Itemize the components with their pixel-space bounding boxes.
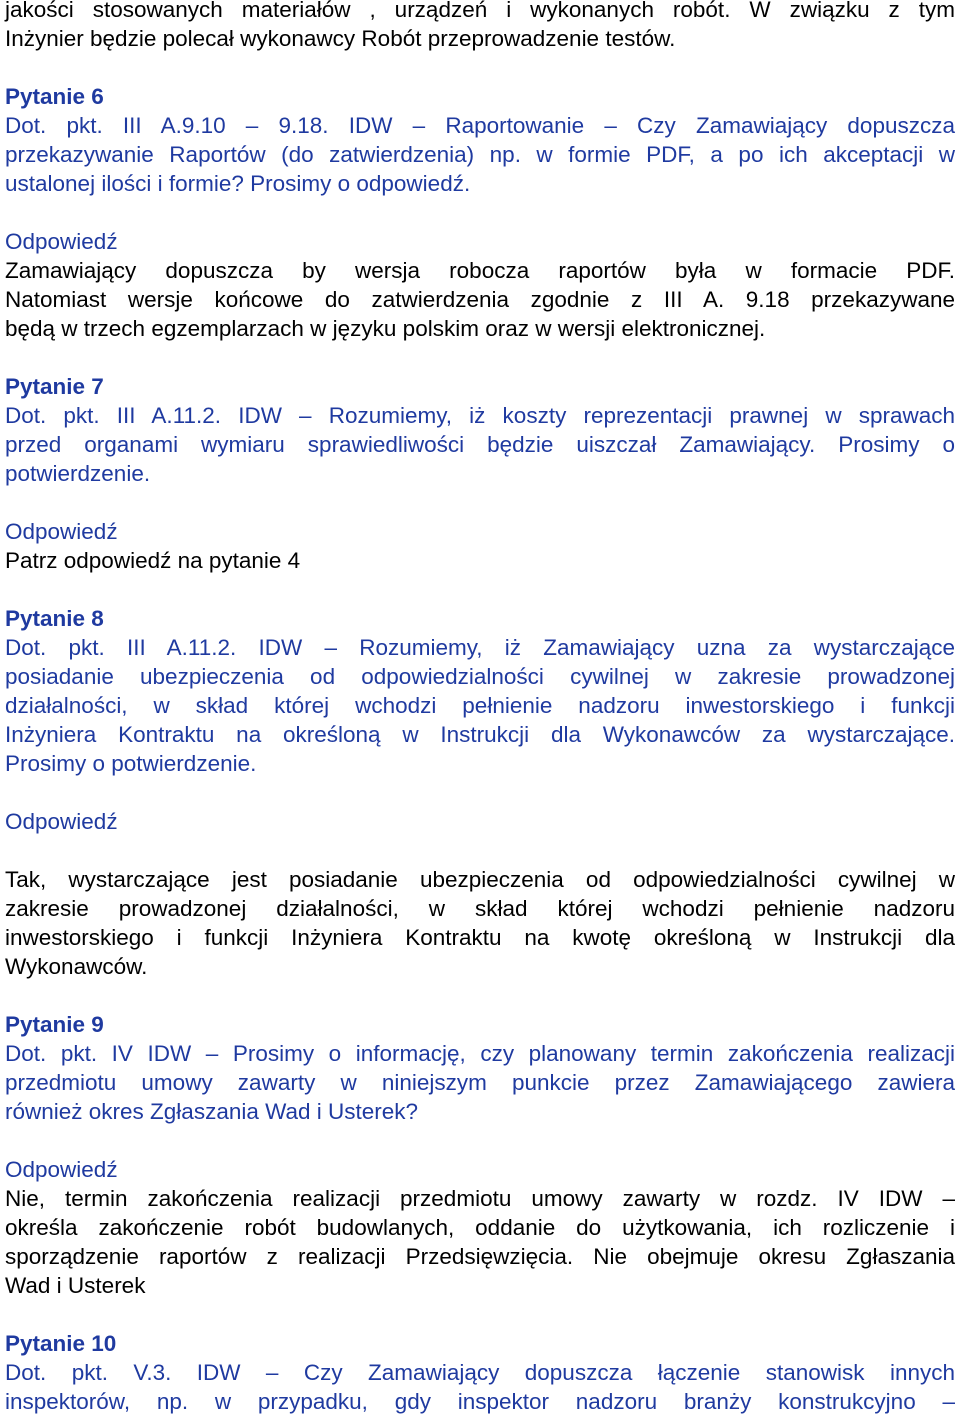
question-heading-7: Pytanie 7 [5, 374, 104, 399]
answer-line: Natomiast wersje końcowe do zatwierdzenia zgodnie z III A. 9.18 przekazywane [5, 287, 955, 312]
question-line: Prosimy o potwierdzenie. [5, 751, 257, 776]
answer-line: Nie, termin zakończenia realizacji przedmiotu umowy zawarty w rozdz. IV IDW – [5, 1186, 955, 1211]
answer-heading: Odpowiedź [5, 229, 118, 254]
answer-line: będą w trzech egzemplarzach w języku polskim oraz w wersji elektronicznej. [5, 316, 766, 341]
question-line: również okres Zgłaszania Wad i Usterek? [5, 1099, 419, 1124]
paragraph-line: Inżynier będzie polecał wykonawcy Robót przeprowadzenie testów. [5, 26, 676, 51]
question-line: inspektorów, np. w przypadku, gdy inspektor nadzoru branży konstrukcyjno – [5, 1389, 955, 1414]
answer-line: zakresie prowadzonej działalności, w skład której wchodzi pełnienie nadzoru [5, 896, 955, 921]
paragraph-line: jakości stosowanych materiałów , urządzeń i wykonanych robót. W związku z tym [5, 0, 955, 22]
answer-heading: Odpowiedź [5, 809, 118, 834]
answer-line: Wykonawców. [5, 954, 148, 979]
question-line: potwierdzenie. [5, 461, 151, 486]
question-heading-8: Pytanie 8 [5, 606, 104, 631]
answer-line: określa zakończenie robót budowlanych, oddanie do użytkowania, ich rozliczenie i [5, 1215, 955, 1240]
question-line: posiadanie ubezpieczenia od odpowiedzialności cywilnej w zakresie prowadzonej [5, 664, 955, 689]
answer-line: sporządzenie raportów z realizacji Przedsięwzięcia. Nie obejmuje okresu Zgłaszania [5, 1244, 955, 1269]
question-line: ustalonej ilości i formie? Prosimy o odpowiedź. [5, 171, 471, 196]
question-line: Dot. pkt. IV IDW – Prosimy o informację, czy planowany termin zakończenia realizacji [5, 1041, 955, 1066]
question-line: Dot. pkt. III A.9.10 – 9.18. IDW – Raportowanie – Czy Zamawiający dopuszcza [5, 113, 955, 138]
answer-line: Tak, wystarczające jest posiadanie ubezpieczenia od odpowiedzialności cywilnej w [5, 867, 955, 892]
question-line: Dot. pkt. III A.11.2. IDW – Rozumiemy, iż Zamawiający uzna za wystarczające [5, 635, 955, 660]
question-line: działalności, w skład której wchodzi pełnienie nadzoru inwestorskiego i funkcji [5, 693, 955, 718]
question-heading-6: Pytanie 6 [5, 84, 104, 109]
question-line: przekazywanie Raportów (do zatwierdzenia) np. w formie PDF, a po ich akceptacji w [5, 142, 955, 167]
question-line: przedmiotu umowy zawarty w niniejszym punkcie przez Zamawiającego zawiera [5, 1070, 955, 1095]
answer-line: inwestorskiego i funkcji Inżyniera Kontraktu na kwotę określoną w Instrukcji dla [5, 925, 955, 950]
answer-heading: Odpowiedź [5, 1157, 118, 1182]
question-heading-10: Pytanie 10 [5, 1331, 117, 1356]
question-line: przed organami wymiaru sprawiedliwości będzie uiszczał Zamawiający. Prosimy o [5, 432, 955, 457]
question-line: Inżyniera Kontraktu na określoną w Instrukcji dla Wykonawców za wystarczające. [5, 722, 955, 747]
question-heading-9: Pytanie 9 [5, 1012, 104, 1037]
question-line: Dot. pkt. III A.11.2. IDW – Rozumiemy, iż koszty reprezentacji prawnej w sprawach [5, 403, 955, 428]
answer-line: Zamawiający dopuszcza by wersja robocza raportów była w formacie PDF. [5, 258, 955, 283]
question-line: Dot. pkt. V.3. IDW – Czy Zamawiający dopuszcza łączenie stanowisk innych [5, 1360, 955, 1385]
answer-line: Wad i Usterek [5, 1273, 146, 1298]
answer-heading: Odpowiedź [5, 519, 118, 544]
answer-line: Patrz odpowiedź na pytanie 4 [5, 548, 301, 573]
